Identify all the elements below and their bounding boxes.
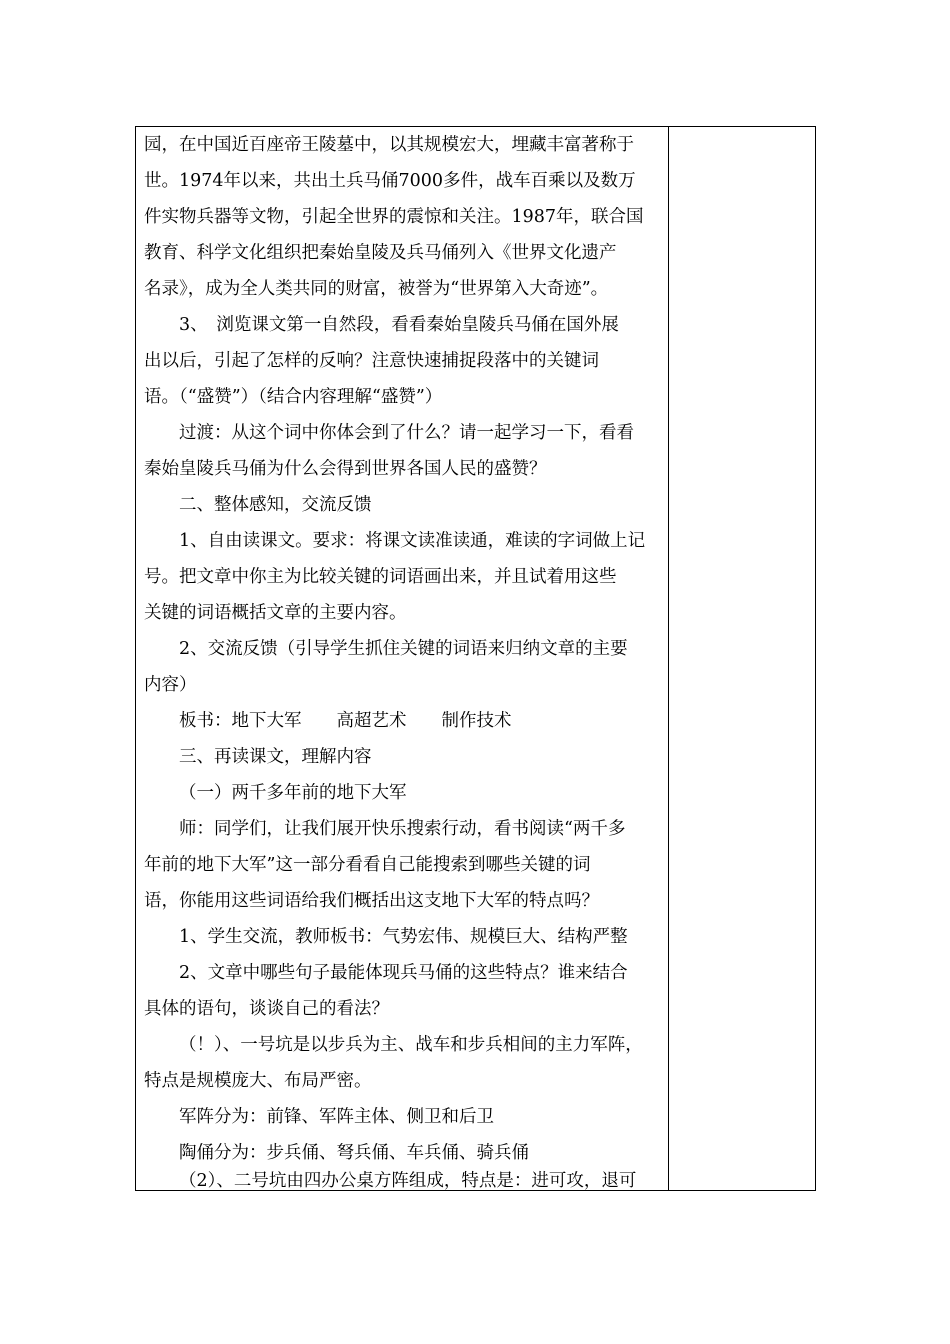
text-line: 具体的语句，谈谈自己的看法？ xyxy=(144,999,389,1019)
text-line: 语。（“盛赞”）（结合内容理解“盛赞”） xyxy=(144,387,443,407)
text-line: 园，在中国近百座帝王陵墓中，以其规模宏大，埋藏丰富著称于 xyxy=(144,135,634,155)
text-line: 关键的词语概括文章的主要内容。 xyxy=(144,603,407,623)
text-line: 名录》，成为全人类共同的财富，被誉为“世界第入大奇迹”。 xyxy=(144,279,609,299)
text-line: 语，你能用这些词语给我们概括出这支地下大军的特点吗？ xyxy=(144,891,599,911)
text-line: 军阵分为：前锋、军阵主体、侧卫和后卫 xyxy=(179,1107,494,1127)
text-line: 件实物兵器等文物，引起全世界的震惊和关注。1987年，联合国 xyxy=(144,207,644,227)
text-line: 特点是规模庞大、布局严密。 xyxy=(144,1071,372,1091)
text-line: 2、交流反馈（引导学生抓住关键的词语来归纳文章的主要 xyxy=(179,639,628,659)
section-heading: 二、整体感知，交流反馈 xyxy=(179,495,372,515)
text-line: 出以后，引起了怎样的反响？注意快速捕捉段落中的关键词 xyxy=(144,351,599,371)
text-line: 世。1974年以来，共出土兵马俑7000多件，战车百乘以及数万 xyxy=(144,171,636,191)
text-line: 内容） xyxy=(144,675,197,695)
document-table xyxy=(135,126,816,1191)
text-line: （！）、一号坑是以步兵为主、战车和步兵相间的主力军阵， xyxy=(179,1035,643,1055)
text-line: 号。把文章中你主为比较关键的词语画出来，并且试着用这些 xyxy=(144,567,617,587)
text-line: 年前的地下大军”这一部分看看自己能搜索到哪些关键的词 xyxy=(144,855,591,875)
text-line: 秦始皇陵兵马俑为什么会得到世界各国人民的盛赞？ xyxy=(144,459,547,479)
blackboard-notes: 板书：地下大军 高超艺术 制作技术 xyxy=(179,711,512,731)
subsection-heading: （一）两千多年前的地下大军 xyxy=(179,783,407,803)
notes-cell xyxy=(669,127,815,1190)
text-line: 2、文章中哪些句子最能体现兵马俑的这些特点？谁来结合 xyxy=(179,963,628,983)
text-line: 1、自由读课文。要求：将课文读准读通，难读的字词做上记 xyxy=(179,531,646,551)
text-line: 3、 浏览课文第一自然段，看看秦始皇陵兵马俑在国外展 xyxy=(179,315,619,335)
text-line: 教育、科学文化组织把秦始皇陵及兵马俑列入《世界文化遗产 xyxy=(144,243,617,263)
lesson-content-cell xyxy=(136,127,669,1190)
text-line: 师：同学们，让我们展开快乐搜索行动，看书阅读“两千多 xyxy=(179,819,626,839)
text-line: 过渡：从这个词中你体会到了什么？请一起学习一下，看看 xyxy=(179,423,634,443)
text-line: （2）、二号坑由四办公桌方阵组成，特点是：进可攻，退可 xyxy=(179,1171,637,1191)
text-line: 1、学生交流，教师板书：气势宏伟、规模巨大、结构严整 xyxy=(179,927,628,947)
section-heading: 三、再读课文，理解内容 xyxy=(179,747,372,767)
text-line: 陶俑分为：步兵俑、弩兵俑、车兵俑、骑兵俑 xyxy=(179,1143,529,1163)
